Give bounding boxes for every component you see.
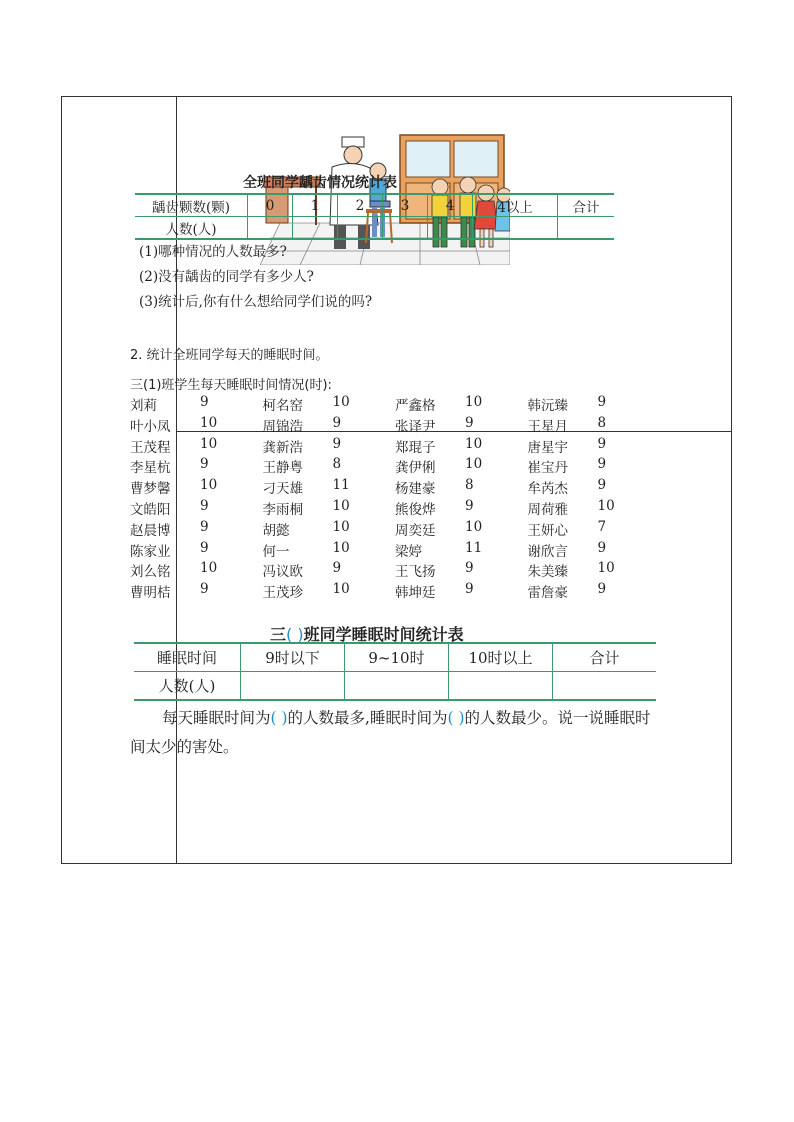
sleep-hours: 10 (597, 560, 615, 577)
caries-col: 1 (293, 194, 338, 217)
caries-col: 0 (248, 194, 293, 217)
sleep-hours: 10 (332, 394, 350, 410)
student-name: 李星杭 (130, 460, 171, 477)
sleep-col: 合计 (553, 643, 657, 672)
student-name: 熊俊烨 (395, 501, 436, 518)
sleep-hours: 10 (332, 518, 350, 535)
caries-col: 2 (338, 194, 383, 217)
student-name: 何一 (262, 543, 290, 560)
roster-row (130, 394, 660, 415)
student-name: 韩坤廷 (395, 585, 436, 602)
student-name: 周奕廷 (395, 522, 436, 539)
sleep-hours: 9 (200, 394, 209, 410)
sleep-table (134, 642, 656, 701)
student-name: 王静粤 (262, 460, 303, 477)
blank-cell[interactable] (338, 217, 383, 240)
roster-row (130, 581, 660, 602)
roster-row (130, 456, 660, 477)
blank-cell[interactable] (553, 672, 657, 701)
sleep-hours: 9 (597, 456, 607, 473)
roster-row (130, 560, 660, 581)
people-count-header: 人数(人) (134, 672, 241, 701)
roster-row (130, 436, 660, 457)
caries-table (135, 193, 614, 240)
answer-blank-least[interactable]: ( ) (447, 709, 465, 727)
student-name: 王妍心 (527, 522, 568, 539)
student-name: 龚伊俐 (395, 460, 436, 477)
student-name: 王飞扬 (395, 564, 436, 581)
sleep-header-row (134, 643, 656, 672)
sleep-hours: 9 (200, 456, 209, 473)
sleep-hours: 10 (200, 414, 218, 431)
student-name: 朱美臻 (527, 564, 568, 581)
student-name: 雷詹豪 (527, 585, 568, 602)
student-name: 柯名窑 (262, 398, 303, 414)
blank-cell[interactable] (248, 217, 293, 240)
student-name: 赵晨博 (130, 522, 171, 539)
blank-cell[interactable] (383, 217, 428, 240)
blank-cell[interactable] (558, 217, 615, 240)
student-name: 文皓阳 (130, 501, 171, 518)
caries-table-title: 全班同学龋齿情况统计表 (243, 175, 397, 191)
student-name: 王茂程 (130, 439, 171, 456)
blank-cell[interactable] (449, 672, 553, 701)
question-2: (2)没有龋齿的同学有多少人? (139, 269, 314, 285)
para-text-3: 的人数最少。说一说睡眠时间太少的害处。 (130, 709, 651, 756)
roster-row (130, 540, 660, 561)
sleep-hours: 9 (332, 560, 342, 577)
sleep-hours: 9 (332, 414, 342, 431)
sleep-hours: 9 (597, 435, 607, 452)
para-text-2: 的人数最多,睡眠时间为 (287, 709, 448, 727)
para-text-1: 每天睡眠时间为 (162, 709, 271, 727)
sleep-hours: 10 (465, 394, 483, 410)
blank-cell[interactable] (241, 672, 345, 701)
student-name: 谢欣言 (527, 543, 568, 560)
sleep-hours: 9 (597, 539, 607, 556)
sleep-col: 10时以上 (449, 643, 553, 672)
student-name: 牟芮杰 (527, 481, 568, 498)
sleep-title-suffix: 班同学睡眠时间统计表 (303, 625, 464, 644)
sleep-time-header: 睡眠时间 (134, 643, 241, 672)
sleep-hours: 9 (597, 581, 607, 598)
caries-count-header: 龋齿颗数(颗) (135, 194, 248, 217)
sleep-hours: 10 (332, 539, 350, 556)
sleep-hours: 11 (332, 477, 350, 494)
student-name: 冯议欧 (262, 564, 303, 581)
student-name: 周荷雅 (527, 501, 568, 518)
roster-row (130, 519, 660, 540)
sleep-hours: 10 (465, 518, 483, 535)
student-name: 唐星宇 (527, 439, 568, 456)
caries-col: 合计 (558, 194, 615, 217)
student-name: 曹梦馨 (130, 481, 171, 498)
task2-subheading: 三(1)班学生每天睡眠时间情况(时): (130, 378, 332, 393)
sleep-hours: 10 (465, 456, 483, 473)
student-name: 郑琨子 (395, 439, 436, 456)
sleep-hours: 9 (200, 497, 209, 514)
sleep-hours: 10 (200, 435, 218, 452)
student-name: 张译尹 (395, 418, 436, 435)
blank-cell[interactable] (345, 672, 449, 701)
student-name: 刘莉 (130, 398, 157, 414)
sleep-hours: 10 (200, 477, 218, 494)
sleep-hours: 7 (597, 518, 607, 535)
student-name: 刁天雄 (262, 481, 303, 498)
sleep-hours: 8 (332, 456, 342, 473)
sleep-hours: 10 (332, 581, 350, 598)
sleep-hours: 9 (200, 539, 209, 556)
sleep-hours: 9 (200, 518, 209, 535)
sleep-hours: 11 (465, 539, 483, 556)
sleep-hours: 10 (597, 497, 615, 514)
sleep-hours: 9 (332, 435, 342, 452)
sleep-hours: 9 (465, 560, 474, 577)
student-sleep-roster (130, 394, 660, 602)
answer-blank-most[interactable]: ( ) (270, 709, 288, 727)
caries-col: 4 (428, 194, 473, 217)
blank-cell[interactable] (428, 217, 473, 240)
sleep-hours: 10 (200, 560, 218, 577)
sleep-hours: 9 (465, 497, 474, 514)
sleep-hours: 10 (465, 435, 483, 452)
student-name: 崔宝丹 (527, 460, 568, 477)
student-name: 王星月 (527, 418, 568, 435)
class-blank[interactable]: ( ) (286, 625, 304, 644)
sleep-hours: 9 (200, 581, 209, 598)
task2-heading: 2. 统计全班同学每天的睡眠时间。 (130, 348, 329, 363)
student-name: 龚新浩 (262, 439, 303, 456)
roster-row (130, 415, 660, 436)
student-name: 曹明桔 (130, 585, 171, 602)
sleep-hours: 9 (465, 581, 474, 598)
sleep-count-row (134, 672, 656, 701)
student-name: 韩沅臻 (527, 398, 568, 414)
question-1: (1)哪种情况的人数最多? (139, 244, 287, 260)
sleep-hours: 9 (465, 414, 474, 431)
student-name: 周锦浩 (262, 418, 303, 435)
caries-count-row (135, 217, 614, 240)
student-name: 杨建豪 (395, 481, 436, 498)
conclusion-paragraph (130, 704, 660, 762)
caries-col: 4以上 (473, 194, 558, 217)
sleep-col: 9~10时 (345, 643, 449, 672)
people-count-header: 人数(人) (135, 217, 248, 240)
blank-cell[interactable] (473, 217, 558, 240)
sleep-hours: 9 (597, 477, 607, 494)
sleep-title-prefix: 三 (270, 625, 287, 644)
caries-header-row (135, 194, 614, 217)
roster-row (130, 498, 660, 519)
student-name: 刘么铭 (130, 564, 171, 581)
sleep-hours: 10 (332, 497, 350, 514)
question-3: (3)统计后,你有什么想给同学们说的吗? (139, 294, 373, 310)
caries-col: 3 (383, 194, 428, 217)
student-name: 王茂珍 (262, 585, 303, 602)
student-name: 叶小凤 (130, 418, 171, 435)
student-name: 陈家业 (130, 543, 171, 560)
blank-cell[interactable] (293, 217, 338, 240)
student-name: 梁婷 (395, 543, 422, 560)
sleep-hours: 8 (597, 414, 607, 431)
roster-row (130, 477, 660, 498)
sleep-col: 9时以下 (241, 643, 345, 672)
student-name: 严鑫格 (395, 398, 436, 414)
student-name: 李雨桐 (262, 501, 303, 518)
sleep-hours: 8 (465, 477, 474, 494)
sleep-hours: 9 (597, 394, 607, 410)
student-name: 胡懿 (262, 522, 290, 539)
